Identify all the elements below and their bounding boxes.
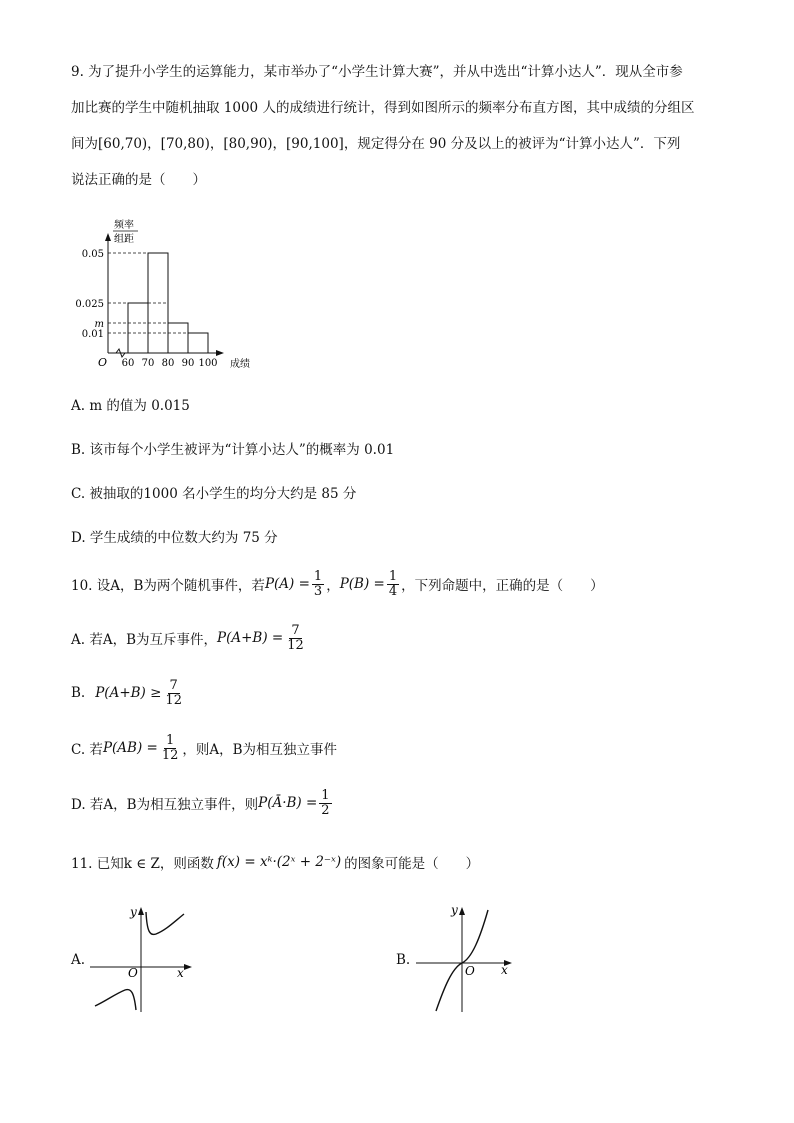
graph-a-curve-left xyxy=(95,990,136,1010)
graph-a-x-label: x xyxy=(177,966,184,980)
q10-pb-num: 1 xyxy=(388,569,398,584)
q10-option-b-text: B. xyxy=(71,685,86,702)
q10-option-c-expr: P(AB) = xyxy=(102,740,158,757)
q10-option-d-den: 2 xyxy=(321,802,330,818)
histogram-y-tick-label: 0.01 xyxy=(81,329,104,340)
q10-option-d-text: D. 若A，B为相互独立事件，则 xyxy=(71,797,259,814)
q10-option-c-text: C. 若 xyxy=(71,742,103,759)
q10-option-b xyxy=(71,679,186,707)
q10-option-b-expr: P(A+B) ≥ xyxy=(95,685,162,702)
q10-pa-fraction xyxy=(312,570,324,598)
q10-option-d xyxy=(71,789,334,817)
histogram-y-arrow xyxy=(105,233,111,241)
q10-option-c xyxy=(71,734,337,762)
frequency-histogram xyxy=(70,215,270,370)
graph-b-origin: O xyxy=(465,964,475,978)
histogram-x-tick-label: 60 xyxy=(121,358,135,369)
q10-pa-expr: P(A) = xyxy=(264,576,310,593)
histogram-bar xyxy=(168,323,188,353)
q10-pb-fraction xyxy=(387,570,399,598)
histogram-x-tick-label: 80 xyxy=(161,358,175,369)
graph-a-curve-right xyxy=(146,912,184,934)
graph-b-y-label: y xyxy=(451,903,458,917)
q9-line-4: 说法正确的是（ ） xyxy=(71,172,206,188)
q9-option-c: C. 被抽取的1000 名小学生的均分大约是 85 分 xyxy=(71,486,357,502)
graph-a-y-label: y xyxy=(130,905,137,919)
q11-stem-tail: 的图象可能是（ ） xyxy=(344,856,480,872)
q10-stem: 10. 设A，B为两个随机事件，若 P(A) = $\frac{1}{3}$ ， P(B) = $\frac{1}{4}$ ，下列命题中，正确的是（ ） xyxy=(71,569,604,599)
histogram-y-tick-label: 0.025 xyxy=(75,299,104,310)
q10-option-c-num: 1 xyxy=(165,733,175,748)
q10-pa-num: 1 xyxy=(313,569,323,584)
q10-option-b-num: 7 xyxy=(169,678,178,693)
q10-option-a-text: A. 若A，B为互斥事件， xyxy=(71,632,218,649)
histogram-x-tick-label: 70 xyxy=(141,358,155,369)
q9-option-b: B. 该市每个小学生被评为“计算小达人”的概率为 0.01 xyxy=(71,442,395,458)
q10-option-a-fraction xyxy=(285,624,306,652)
q10-option-b-den: 12 xyxy=(165,692,182,708)
q10-option-a xyxy=(71,624,308,652)
graph-b-x-label: x xyxy=(501,963,508,977)
q9-line-3: 间为[60,70)，[70,80)，[80,90)，[90,100]，规定得分在 90 分及以上的被评为“计算小达人”．下列 xyxy=(71,136,681,152)
q10-option-d-expr: P(Ā·B) = xyxy=(258,795,318,812)
q10-pb-expr: P(B) = xyxy=(339,576,385,593)
q11-function-expr: f(x) = xᵏ·(2ˣ + 2⁻ˣ) xyxy=(216,854,342,870)
q11-option-a-label: A. xyxy=(71,952,86,968)
q10-option-b-fraction xyxy=(163,679,184,707)
histogram-origin: O xyxy=(98,356,108,369)
q10-stem-text: 10. 设A，B为两个随机事件，若 xyxy=(71,578,265,595)
q10-option-c-fraction xyxy=(160,734,181,762)
graph-a-y-arrow xyxy=(138,907,144,915)
q10-option-c-den: 12 xyxy=(161,747,179,763)
histogram-xlabel: 成绩 xyxy=(230,359,250,370)
q10-option-d-fraction xyxy=(319,789,331,817)
q11-graph-a xyxy=(88,902,198,1014)
graph-b-y-arrow xyxy=(459,907,465,915)
histogram-ylabel-den: 组距 xyxy=(114,234,134,245)
graph-a-origin: O xyxy=(128,966,138,980)
q9-line-2: 加比赛的学生中随机抽取 1000 人的成绩进行统计，得到如图所示的频率分布直方图，其中成绩的分组区 xyxy=(71,100,695,116)
histogram-x-arrow xyxy=(216,350,224,356)
q10-option-d-num: 1 xyxy=(321,788,330,803)
graph-a-x-arrow xyxy=(184,964,192,970)
histogram-x-tick-label: 100 xyxy=(198,358,218,369)
q10-option-c-tail: ，则A，B为相互独立事件 xyxy=(182,742,338,759)
q9-option-a: A. m 的值为 0.015 xyxy=(71,398,190,414)
q11-graph-b xyxy=(412,898,520,1014)
histogram-y-tick-label: 0.05 xyxy=(81,249,104,260)
q10-pa-den: 3 xyxy=(313,583,323,599)
q9-option-d: D. 学生成绩的中位数大约为 75 分 xyxy=(71,530,278,546)
q10-option-a-den: 12 xyxy=(287,637,304,653)
q10-stem-tail: ，下列命题中，正确的是（ ） xyxy=(401,578,604,595)
q10-option-a-num: 7 xyxy=(291,623,300,638)
q11-stem xyxy=(71,852,479,872)
q11-stem-text: 11. 已知k ∈ Z，则函数 xyxy=(71,856,214,872)
q11-option-b-label: B. xyxy=(396,952,411,968)
q10-option-a-expr: P(A+B) = xyxy=(217,630,284,647)
histogram-ylabel-num: 频率 xyxy=(114,220,134,231)
histogram-bar xyxy=(188,333,208,353)
histogram-y-tick-label: m xyxy=(94,319,104,330)
q10-pb-den: 4 xyxy=(388,583,398,599)
q9-line-1: 9. 为了提升小学生的运算能力，某市举办了“小学生计算大赛”，并从中选出“计算小达人”．现从全市参 xyxy=(71,64,683,80)
histogram-bar xyxy=(128,303,148,353)
histogram-x-tick-label: 90 xyxy=(181,358,195,369)
